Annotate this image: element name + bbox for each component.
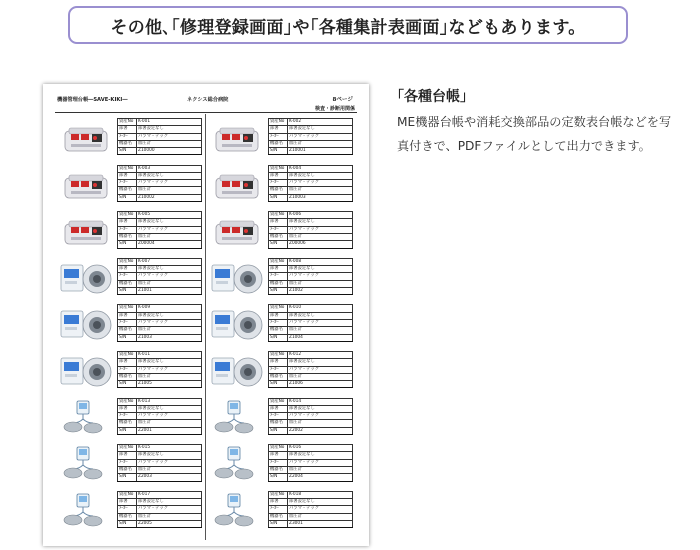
maker-value: パラマ・テック [288,413,353,420]
field-label: ﾒｰｶｰ [269,506,288,513]
asset-number-value: K-002 [288,119,353,126]
asset-number-value: K-014 [288,398,353,405]
field-label: 機器名 [118,513,137,520]
field-label: S/N [269,334,288,341]
field-label: 資産No [118,305,137,312]
ledger-entry [55,442,206,489]
equipment-photo [59,166,113,204]
field-label: 部署 [269,405,288,412]
department-value: 部署設定なし [137,312,202,319]
field-label: ﾒｰｶｰ [269,366,288,373]
side-title: ｢各種台帳｣ [397,89,467,105]
field-label: S/N [269,474,288,481]
asset-number-value: K-011 [137,351,202,358]
asset-number-value: K-010 [288,305,353,312]
serial-number-value: Z00006 [288,241,353,248]
equipment-photo [210,352,264,390]
field-label: ﾒｰｶｰ [118,180,137,187]
field-label: S/N [269,520,288,527]
asset-number-value: K-001 [137,119,202,126]
field-label: 資産No [269,305,288,312]
field-label: 機器名 [118,234,137,241]
maker-value: パラマ・テック [288,459,353,466]
asset-number-value: K-005 [137,212,202,219]
department-value: 部署設定なし [137,266,202,273]
field-label: 機器名 [118,420,137,427]
field-label: 資産No [269,165,288,172]
asset-number-value: K-004 [288,165,353,172]
field-label: 資産No [269,351,288,358]
field-label: 機器名 [269,420,288,427]
hospital-name: ネクシス総合病院 [187,97,229,103]
ledger-entry [206,209,357,256]
field-label: ﾒｰｶｰ [269,319,288,326]
maker-value: パラマ・テック [137,133,202,140]
field-label: S/N [269,287,288,294]
field-label: 資産No [118,258,137,265]
equipment-info-table [117,165,202,202]
serial-number-value: Z1006 [288,381,353,388]
field-label: 部署 [269,499,288,506]
serial-number-value: Z2005 [137,520,202,527]
equipment-info-table [268,258,353,295]
maker-value: パラマ・テック [137,180,202,187]
field-label: S/N [269,427,288,434]
equipment-photo [59,352,113,390]
field-label: S/N [118,194,137,201]
ledger-entry [55,489,206,536]
field-label: ﾒｰｶｰ [269,180,288,187]
field-label: S/N [118,287,137,294]
field-label: 資産No [269,258,288,265]
field-label: S/N [269,148,288,155]
ledger-entry [55,116,206,163]
department-value: 部署設定なし [288,219,353,226]
field-label: ﾒｰｶｰ [269,459,288,466]
department-value: 部署設定なし [288,126,353,133]
department-value: 部署設定なし [137,219,202,226]
field-label: S/N [118,241,137,248]
equipment-name-value: 血圧計 [288,373,353,380]
department-value: 部署設定なし [137,126,202,133]
field-label: S/N [118,334,137,341]
equipment-name-value: 血圧計 [137,187,202,194]
asset-number-value: K-015 [137,445,202,452]
field-label: ﾒｰｶｰ [269,413,288,420]
serial-number-value: Z00004 [137,241,202,248]
maker-value: パラマ・テック [137,273,202,280]
maker-value: パラマ・テック [137,506,202,513]
field-label: 機器名 [118,187,137,194]
equipment-photo [59,119,113,157]
field-label: S/N [269,241,288,248]
equipment-name-value: 血圧計 [137,467,202,474]
equipment-info-table [117,398,202,435]
equipment-name-value: 血圧計 [288,280,353,287]
ledger-entry [55,302,206,349]
field-label: 資産No [118,165,137,172]
department-value: 部署設定なし [288,172,353,179]
equipment-name-value: 血圧計 [137,420,202,427]
ledger-entry [55,209,206,256]
ledger-entry [206,302,357,349]
field-label: 部署 [269,312,288,319]
equipment-info-table [117,304,202,341]
maker-value: パラマ・テック [137,366,202,373]
equipment-info-table [117,118,202,155]
equipment-name-value: 血圧計 [137,140,202,147]
equipment-name-value: 血圧計 [137,513,202,520]
field-label: ﾒｰｶｰ [118,459,137,466]
field-label: ﾒｰｶｰ [118,273,137,280]
field-label: 資産No [118,351,137,358]
ledger-entry [55,256,206,303]
equipment-name-value: 血圧計 [137,234,202,241]
equipment-name-value: 血圧計 [137,280,202,287]
asset-number-value: K-006 [288,212,353,219]
serial-number-value: Z2001 [137,427,202,434]
field-label: 資産No [118,491,137,498]
equipment-name-value: 血圧計 [288,234,353,241]
department-label: 検査・診断用関係 [314,106,355,112]
equipment-photo [210,212,264,250]
equipment-info-table [268,211,353,248]
equipment-name-value: 血圧計 [288,327,353,334]
maker-value: パラマ・テック [288,180,353,187]
department-value: 部署設定なし [288,266,353,273]
field-label: 部署 [118,499,137,506]
serial-number-value: Z10001 [288,148,353,155]
field-label: 部署 [118,359,137,366]
field-label: ﾒｰｶｰ [118,133,137,140]
field-label: 機器名 [118,373,137,380]
field-label: 部署 [118,219,137,226]
asset-number-value: K-009 [137,305,202,312]
maker-value: パラマ・テック [288,273,353,280]
maker-value: パラマ・テック [137,226,202,233]
field-label: 資産No [118,212,137,219]
equipment-name-value: 血圧計 [288,513,353,520]
field-label: 機器名 [269,280,288,287]
field-label: 部署 [269,452,288,459]
field-label: 機器名 [269,327,288,334]
serial-number-value: Z1005 [137,381,202,388]
department-value: 部署設定なし [288,499,353,506]
equipment-info-table [268,444,353,481]
equipment-info-table [117,491,202,528]
field-label: 機器名 [118,280,137,287]
equipment-photo [59,212,113,250]
field-label: 資産No [118,119,137,126]
field-label: S/N [118,148,137,155]
serial-number-value: Z3001 [288,520,353,527]
equipment-info-table [117,211,202,248]
equipment-info-table [268,118,353,155]
field-label: 機器名 [269,373,288,380]
field-label: 資産No [269,398,288,405]
header-divider [55,112,357,113]
field-label: 部署 [118,126,137,133]
equipment-info-table [268,165,353,202]
ledger-entry [206,349,357,396]
serial-number-value: Z2003 [137,474,202,481]
field-label: 部署 [269,126,288,133]
maker-value: パラマ・テック [288,133,353,140]
asset-number-value: K-018 [288,491,353,498]
equipment-name-value: 血圧計 [288,187,353,194]
equipment-photo [210,119,264,157]
department-value: 部署設定なし [288,359,353,366]
serial-number-value: Z1004 [288,334,353,341]
field-label: 資産No [269,445,288,452]
field-label: ﾒｰｶｰ [118,226,137,233]
maker-value: パラマ・テック [288,226,353,233]
field-label: S/N [118,520,137,527]
asset-number-value: K-013 [137,398,202,405]
field-label: S/N [118,427,137,434]
field-label: S/N [118,474,137,481]
equipment-name-value: 血圧計 [137,327,202,334]
equipment-photo [210,492,264,530]
field-label: ﾒｰｶｰ [118,413,137,420]
asset-number-value: K-008 [288,258,353,265]
maker-value: パラマ・テック [288,506,353,513]
field-label: S/N [269,381,288,388]
side-description: ME機器台帳や消耗交換部品の定数表台帳などを写真付きで、PDFファイルとして出力できます。 [397,115,672,153]
equipment-name-value: 血圧計 [288,420,353,427]
field-label: ﾒｰｶｰ [269,226,288,233]
asset-number-value: K-003 [137,165,202,172]
field-label: ﾒｰｶｰ [269,273,288,280]
equipment-name-value: 血圧計 [288,140,353,147]
maker-value: パラマ・テック [288,319,353,326]
field-label: ﾒｰｶｰ [118,506,137,513]
field-label: 機器名 [118,140,137,147]
serial-number-value: Z2004 [288,474,353,481]
department-value: 部署設定なし [288,405,353,412]
page-number: 8ページ [332,97,353,103]
ledger-entry [206,442,357,489]
field-label: 部署 [118,452,137,459]
ledger-entry [206,396,357,443]
field-label: 機器名 [269,140,288,147]
field-label: 部署 [269,359,288,366]
field-label: 部署 [269,172,288,179]
field-label: 資産No [118,445,137,452]
field-label: S/N [118,381,137,388]
ledger-entry [206,116,357,163]
maker-value: パラマ・テック [137,413,202,420]
equipment-photo [210,166,264,204]
department-value: 部署設定なし [288,452,353,459]
field-label: 部署 [118,405,137,412]
equipment-photo [210,305,264,343]
maker-value: パラマ・テック [288,366,353,373]
asset-number-value: K-016 [288,445,353,452]
equipment-info-table [268,398,353,435]
field-label: 機器名 [269,513,288,520]
ledger-entry [206,256,357,303]
maker-value: パラマ・テック [137,459,202,466]
equipment-info-table [117,351,202,388]
serial-number-value: Z1003 [137,334,202,341]
department-value: 部署設定なし [288,312,353,319]
field-label: S/N [269,194,288,201]
equipment-photo [59,399,113,437]
field-label: 機器名 [269,467,288,474]
ledger-entry [206,489,357,536]
equipment-name-value: 血圧計 [137,373,202,380]
field-label: ﾒｰｶｰ [118,366,137,373]
field-label: 部署 [118,312,137,319]
field-label: 機器名 [118,467,137,474]
ledger-entry [206,163,357,210]
serial-number-value: Z1001 [137,287,202,294]
department-value: 部署設定なし [137,172,202,179]
department-value: 部署設定なし [137,359,202,366]
equipment-name-value: 血圧計 [288,467,353,474]
field-label: 部署 [118,266,137,273]
asset-number-value: K-017 [137,491,202,498]
equipment-info-table [268,491,353,528]
department-value: 部署設定なし [137,499,202,506]
serial-number-value: Z2002 [288,427,353,434]
equipment-photo [59,259,113,297]
maker-value: パラマ・テック [137,319,202,326]
asset-number-value: K-012 [288,351,353,358]
field-label: 資産No [269,119,288,126]
serial-number-value: Z1002 [288,287,353,294]
serial-number-value: Z10002 [137,194,202,201]
info-banner: その他､｢修理登録画面｣や｢各種集計表画面｣などもあります。 [68,6,628,44]
field-label: 機器名 [269,187,288,194]
field-label: 機器名 [269,234,288,241]
equipment-info-table [117,258,202,295]
asset-number-value: K-007 [137,258,202,265]
field-label: ﾒｰｶｰ [118,319,137,326]
entry-grid [55,116,357,535]
equipment-photo [59,445,113,483]
field-label: 部署 [269,219,288,226]
ledger-entry [55,396,206,443]
equipment-info-table [268,304,353,341]
equipment-photo [59,305,113,343]
field-label: 資産No [118,398,137,405]
ledger-document [43,84,369,546]
ledger-entry [55,349,206,396]
field-label: 機器名 [118,327,137,334]
equipment-photo [210,445,264,483]
equipment-info-table [117,444,202,481]
field-label: ﾒｰｶｰ [269,133,288,140]
serial-number-value: Z10003 [288,194,353,201]
field-label: 部署 [118,172,137,179]
department-value: 部署設定なし [137,405,202,412]
document-title: 機器管理台帳―SAVE-KIKI― [57,97,128,103]
equipment-photo [210,399,264,437]
field-label: 資産No [269,212,288,219]
department-value: 部署設定なし [137,452,202,459]
ledger-entry [55,163,206,210]
equipment-info-table [268,351,353,388]
field-label: 資産No [269,491,288,498]
equipment-photo [210,259,264,297]
equipment-photo [59,492,113,530]
field-label: 部署 [269,266,288,273]
serial-number-value: Z10000 [137,148,202,155]
